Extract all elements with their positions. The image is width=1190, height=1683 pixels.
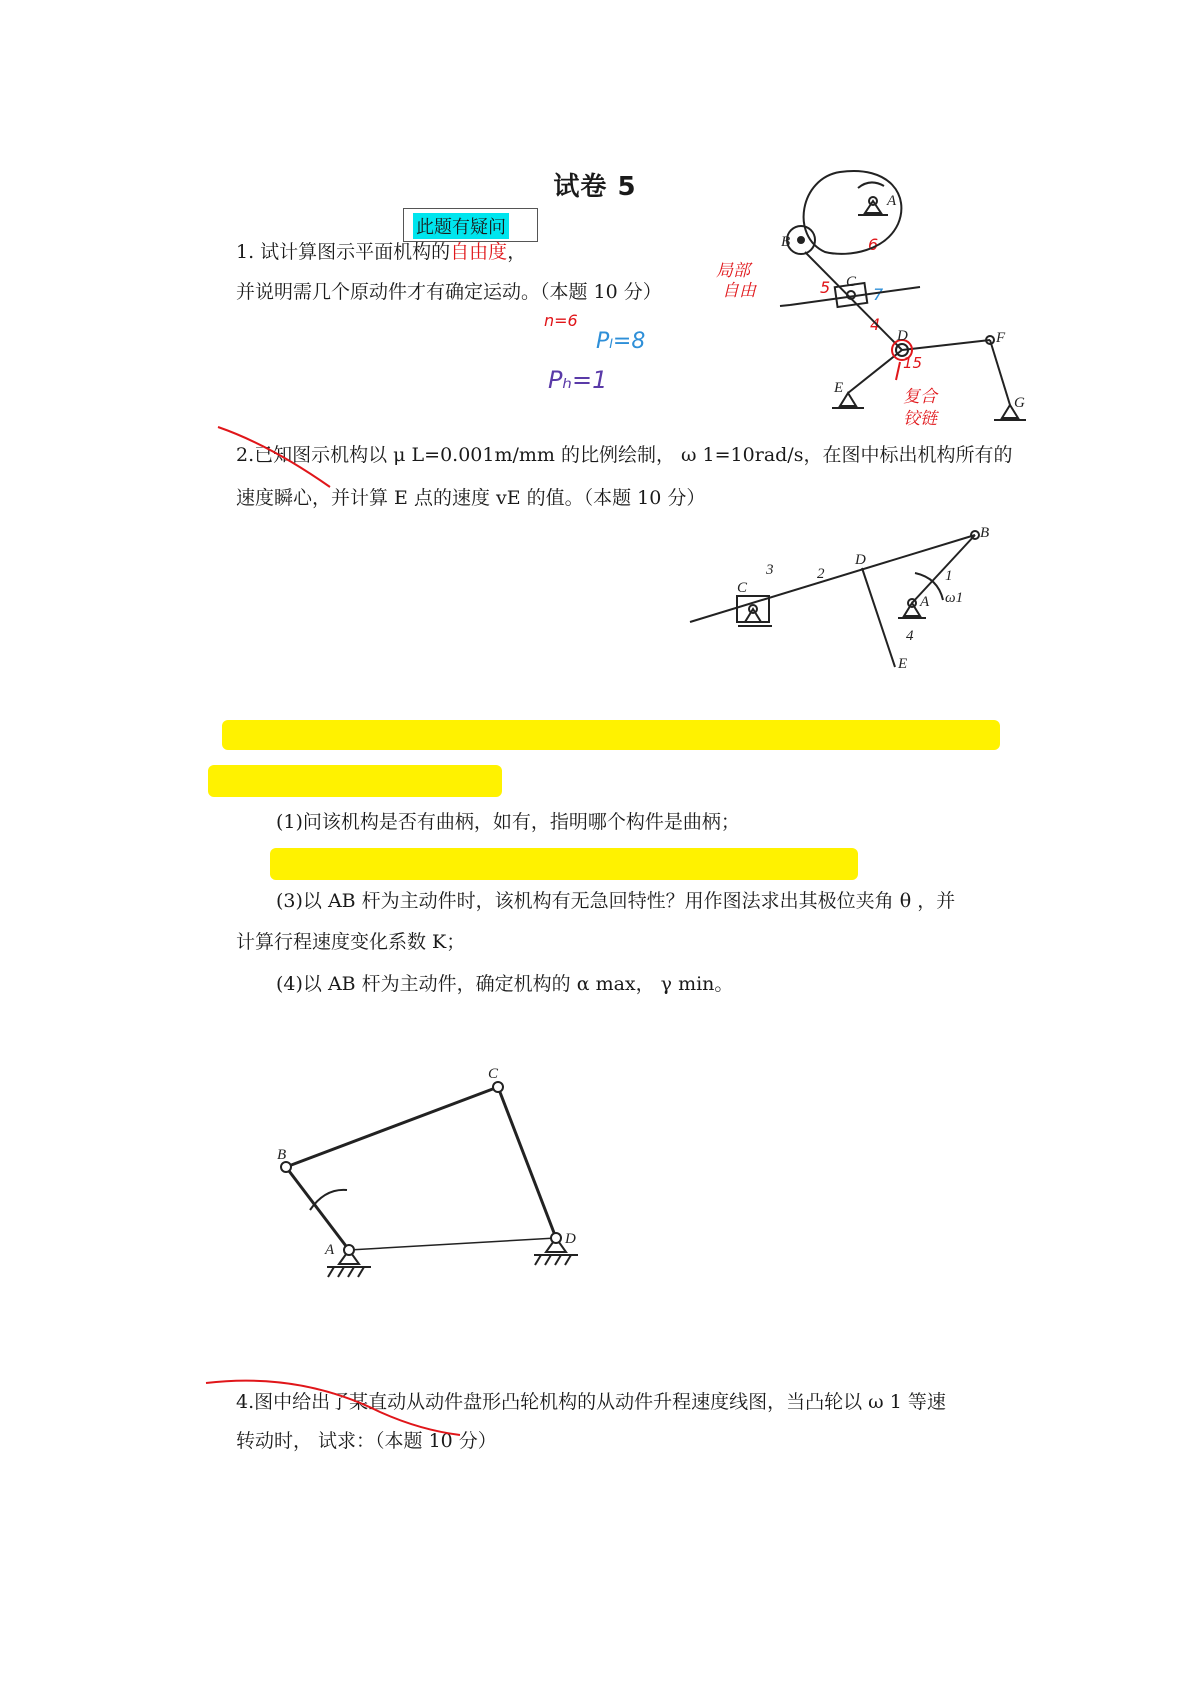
- q3-label-d: D: [565, 1231, 576, 1247]
- q2-label-c: C: [737, 580, 748, 596]
- q3-item4: (4)以 AB 杆为主动件，确定机构的 α max， γ min。: [276, 973, 734, 995]
- q2-label-e: E: [898, 656, 908, 672]
- joint-a: [344, 1245, 354, 1255]
- q1-line2: 并说明需几个原动件才有确定运动。（本题 10 分）: [236, 281, 662, 303]
- hw-five: 5: [820, 278, 831, 297]
- hw-compound2: 铰链: [903, 409, 937, 429]
- page-title: 试卷 5: [553, 172, 637, 202]
- q2-label-1: 1: [945, 568, 953, 584]
- q2-label-d: D: [855, 552, 866, 568]
- q2-label-2: 2: [817, 566, 825, 582]
- q2-label-a: A: [920, 594, 930, 610]
- q2-label-omega: ω1: [945, 590, 964, 606]
- q1-label-d: D: [897, 328, 908, 344]
- hw-local: 局部: [716, 261, 750, 281]
- q3-item1: (1)问该机构是否有曲柄，如有，指明哪个构件是曲柄；: [276, 811, 740, 833]
- link-ab: [286, 1167, 349, 1250]
- hw-ph: Pₕ=1: [548, 366, 608, 394]
- q1-label-e: E: [834, 380, 844, 396]
- q3-label-a: A: [325, 1242, 335, 1258]
- q3-label-b: B: [277, 1147, 287, 1163]
- q1-label-f: F: [996, 330, 1006, 346]
- joint-b: [281, 1162, 291, 1172]
- hw-local2: 自由: [722, 281, 756, 301]
- hw-pl: Pₗ=8: [596, 329, 646, 354]
- q1-highlight: 自由度: [450, 241, 508, 263]
- q1-label-b: B: [781, 234, 791, 250]
- q1-suffix: ，: [507, 241, 527, 263]
- joint-d: [551, 1233, 561, 1243]
- hw-compound: 复合: [903, 387, 937, 407]
- q3-item3-line1: (3)以 AB 杆为主动件时，该机构有无急回特性？用作图法求出其极位夹角 θ ，并: [276, 890, 956, 912]
- hw-seven: 7: [873, 285, 884, 304]
- link-cd: [498, 1087, 556, 1238]
- q4-line1: 4.图中给出了某直动从动件盘形凸轮机构的从动件升程速度线图，当凸轮以 ω 1 等速: [236, 1391, 946, 1413]
- hw-four: 4: [870, 315, 881, 334]
- q3-item3-line2: 计算行程速度变化系数 K；: [236, 931, 466, 953]
- q1-label-g: G: [1014, 395, 1025, 411]
- q1-prefix: 1. 试计算图示平面机构的: [236, 241, 451, 263]
- hw-six: 6: [868, 235, 879, 254]
- q2-label-b: B: [980, 525, 990, 541]
- ground-link-ad: [349, 1238, 556, 1250]
- q4-line2: 转动时， 试求：（本题 10 分）: [236, 1430, 497, 1452]
- joint-c: [493, 1082, 503, 1092]
- q2-label-4: 4: [906, 628, 914, 644]
- link-bc: [286, 1087, 498, 1167]
- q3-label-c: C: [488, 1066, 499, 1082]
- q1-label-a: A: [887, 193, 897, 209]
- hw-n: n=6: [544, 311, 578, 330]
- q2-line2: 速度瞬心，并计算 E 点的速度 vE 的值。（本题 10 分）: [236, 487, 706, 509]
- hw-fifteen: 15: [903, 354, 923, 372]
- q1-label-c: C: [846, 274, 857, 290]
- q2-line1: 2.已知图示机构以 μ L=0.001m/mm 的比例绘制， ω 1=10rad/s，在图中标出机构所有的: [236, 444, 1013, 466]
- comment-text: 此题有疑问: [413, 213, 509, 239]
- q2-label-3: 3: [766, 562, 774, 578]
